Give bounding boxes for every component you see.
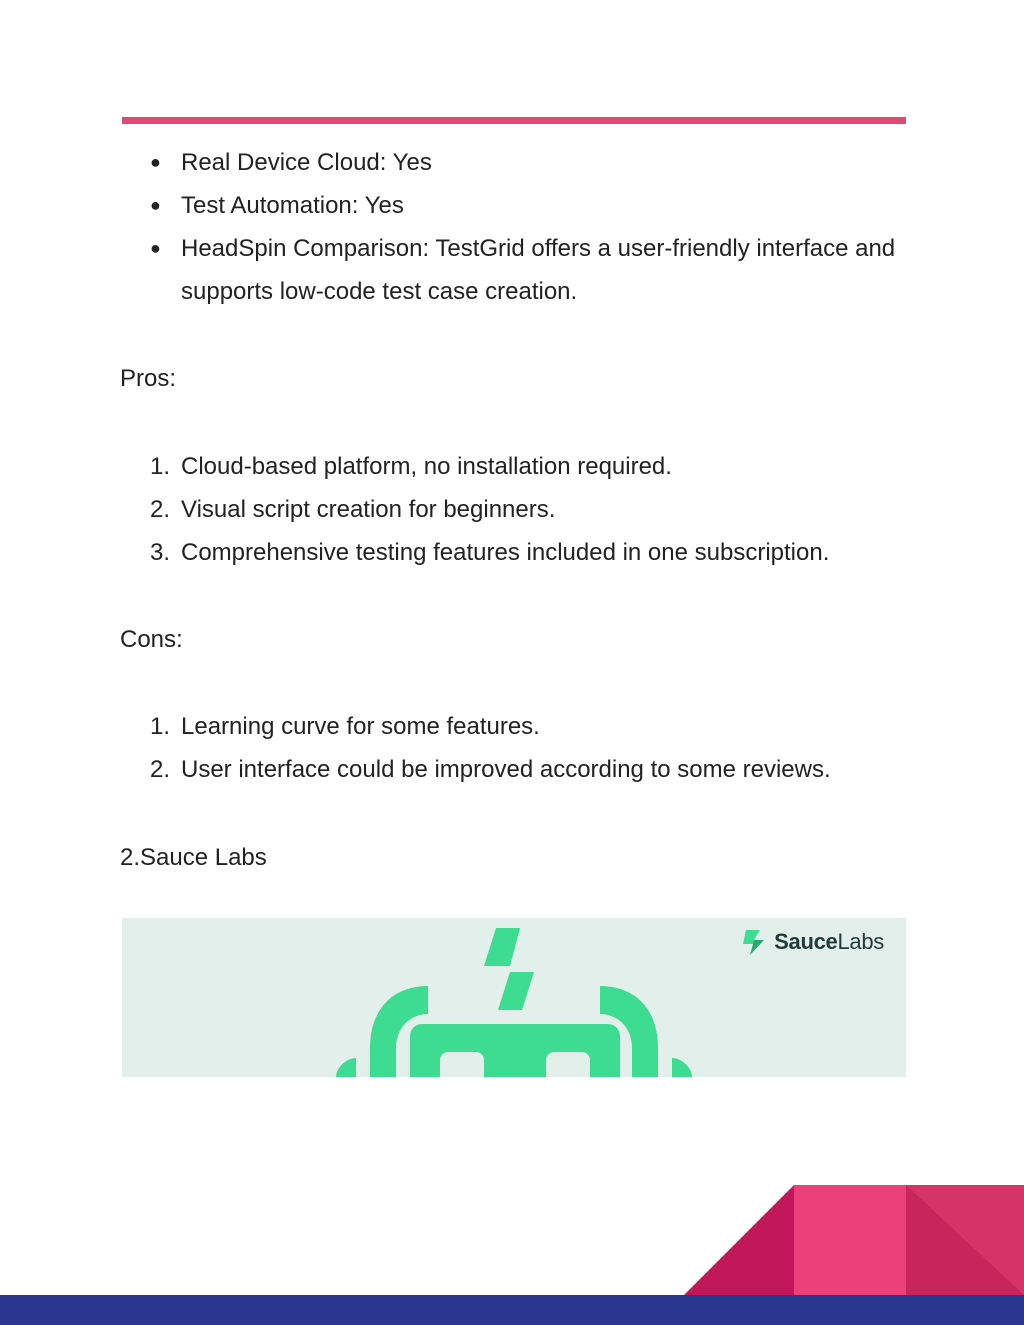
decorative-corner-shape [684,1185,1024,1295]
list-item: 3. Comprehensive testing features included in one subscription. [150,539,830,566]
list-item: ● Test Automation: Yes [0,184,1024,227]
list-item: ● Real Device Cloud: Yes [0,141,1024,184]
cons-heading: Cons: [120,626,183,653]
list-item: ● HeadSpin Comparison: TestGrid offers a user-friendly interface and supports low-code test case creation. [0,227,1024,313]
bullet-icon: ● [150,195,161,215]
sauce-labs-logo: SauceLabs [740,928,884,956]
list-item: 1. Cloud-based platform, no installation required. [150,453,672,480]
section-heading: 2.Sauce Labs [120,844,267,871]
list-item: 2. User interface could be improved according to some reviews. [150,756,831,783]
list-item: 2. Visual script creation for beginners. [150,496,556,523]
bullet-icon: ● [150,238,161,258]
footer-bar [0,1295,1024,1325]
sauce-labs-lightning-icon [740,928,768,956]
pros-heading: Pros: [120,365,177,392]
list-item: 1. Learning curve for some features. [150,713,540,740]
top-accent-rule [122,117,906,124]
feature-list [0,141,1024,313]
bullet-icon: ● [150,152,161,172]
cons-list [0,705,1024,791]
pros-list [0,445,1024,574]
sauce-labs-hero-image [122,918,906,1077]
